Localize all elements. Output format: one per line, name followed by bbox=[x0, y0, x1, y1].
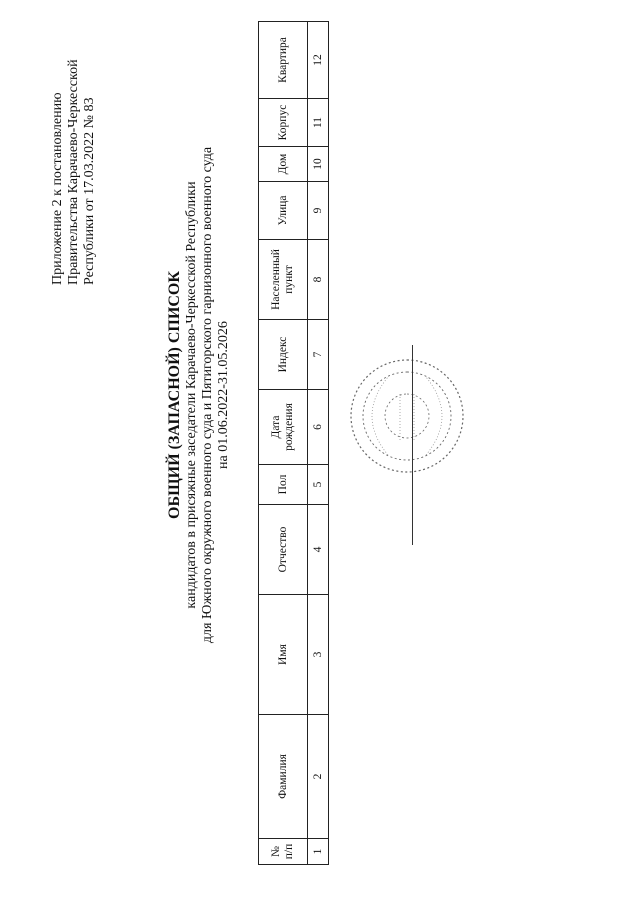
column-number-cell: 11 bbox=[308, 99, 329, 147]
candidates-table bbox=[258, 21, 329, 865]
column-number-cell: 3 bbox=[308, 595, 329, 715]
document-title: ОБЩИЙ (ЗАПАСНОЙ) СПИСОК bbox=[166, 271, 183, 519]
column-number-cell: 1 bbox=[308, 839, 329, 865]
header-cell-locality: Населенный пункт bbox=[259, 240, 308, 320]
title-subline-2: для Южного окружного военного суда и Пятигорского гарнизонного военного суда bbox=[200, 146, 215, 644]
column-number-cell: 8 bbox=[308, 240, 329, 320]
header-cell-name: Имя bbox=[259, 595, 308, 715]
appendix-line-3: Республики от 17.03.2022 № 83 bbox=[82, 97, 97, 285]
title-period: на 01.06.2022-31.05.2026 bbox=[216, 321, 231, 469]
column-number-cell: 5 bbox=[308, 465, 329, 505]
header-cell-number: № п/п bbox=[259, 839, 308, 865]
column-number-cell: 7 bbox=[308, 320, 329, 390]
header-cell-street: Улица bbox=[259, 182, 308, 240]
header-cell-birthdate: Дата рождения bbox=[259, 390, 308, 465]
column-number-cell: 2 bbox=[308, 715, 329, 839]
header-cell-sex: Пол bbox=[259, 465, 308, 505]
column-number-cell: 4 bbox=[308, 505, 329, 595]
title-subline-1: кандидатов в присяжные заседатели Карачаево-Черкесской Республики bbox=[184, 181, 199, 609]
title-block bbox=[165, 85, 232, 705]
column-number-cell: 9 bbox=[308, 182, 329, 240]
header-cell-index: Индекс bbox=[259, 320, 308, 390]
signature-line-icon bbox=[412, 345, 413, 545]
column-number-cell: 12 bbox=[308, 22, 329, 99]
appendix-note bbox=[50, 15, 98, 285]
header-cell-house: Дом bbox=[259, 147, 308, 182]
column-number-cell: 10 bbox=[308, 147, 329, 182]
column-number-row bbox=[308, 22, 329, 865]
table-header-row bbox=[259, 22, 308, 865]
round-seal-stamp-icon bbox=[348, 357, 466, 475]
header-cell-apartment: Квартира bbox=[259, 22, 308, 99]
column-number-cell: 6 bbox=[308, 390, 329, 465]
appendix-line-2: Правительства Карачаево-Черкесской bbox=[66, 59, 81, 285]
appendix-line-1: Приложение 2 к постановлению bbox=[50, 92, 65, 285]
header-cell-building: Корпус bbox=[259, 99, 308, 147]
header-cell-patronymic: Отчество bbox=[259, 505, 308, 595]
header-cell-surname: Фамилия bbox=[259, 715, 308, 839]
